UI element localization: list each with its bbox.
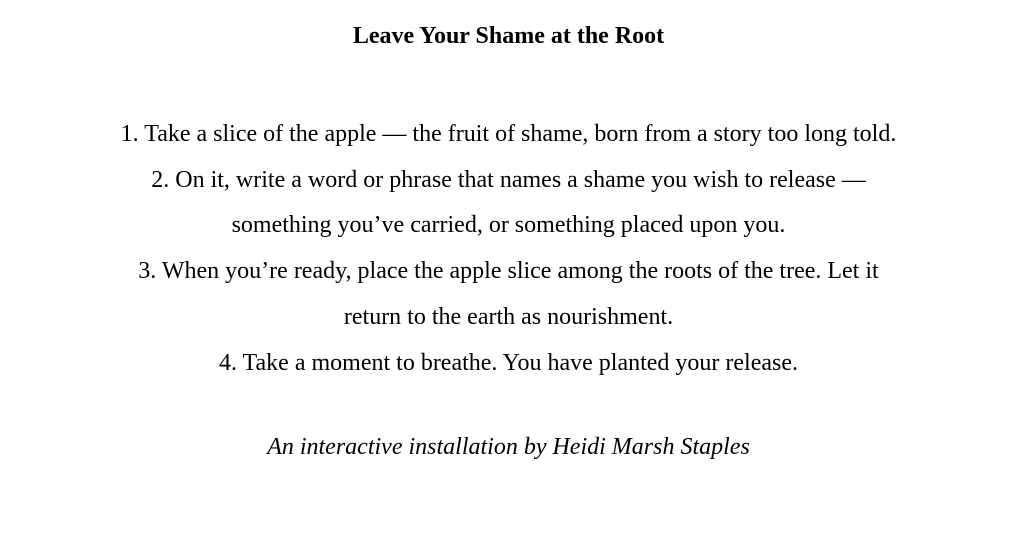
- step-number: 4.: [218, 349, 237, 376]
- instruction-step-2-line-2: something you’ve carried, or something placed upon you.: [231, 212, 786, 239]
- step-text: When you’re ready, place the apple slice among the roots of the tree. Let it: [161, 258, 879, 285]
- instruction-list: [0, 112, 1017, 386]
- instruction-step-2-line-1: [0, 158, 1017, 204]
- instruction-step-1: [0, 112, 1017, 158]
- step-text: On it, write a word or phrase that names a shame you wish to release —: [175, 166, 866, 193]
- step-number: 2.: [151, 166, 170, 193]
- instruction-step-4: [0, 341, 1017, 387]
- step-text: Take a slice of the apple — the fruit of shame, born from a story too long told.: [144, 121, 897, 147]
- instruction-step-2: [0, 158, 1017, 249]
- instruction-step-3-line-2: return to the earth as nourishment.: [343, 303, 674, 330]
- step-number: 3.: [138, 258, 157, 285]
- instruction-step-3: [0, 249, 1017, 340]
- installation-credit: An interactive installation by Heidi Marsh Staples: [267, 434, 750, 460]
- instruction-step-4-line-1: [0, 341, 1017, 387]
- step-text: Take a moment to breathe. You have planted your release.: [242, 349, 799, 376]
- instruction-step-1-line-1: [0, 112, 1017, 158]
- document-title: Leave Your Shame at the Root: [352, 23, 665, 49]
- instruction-step-3-line-1: [0, 249, 1017, 295]
- step-number: 1.: [120, 121, 139, 147]
